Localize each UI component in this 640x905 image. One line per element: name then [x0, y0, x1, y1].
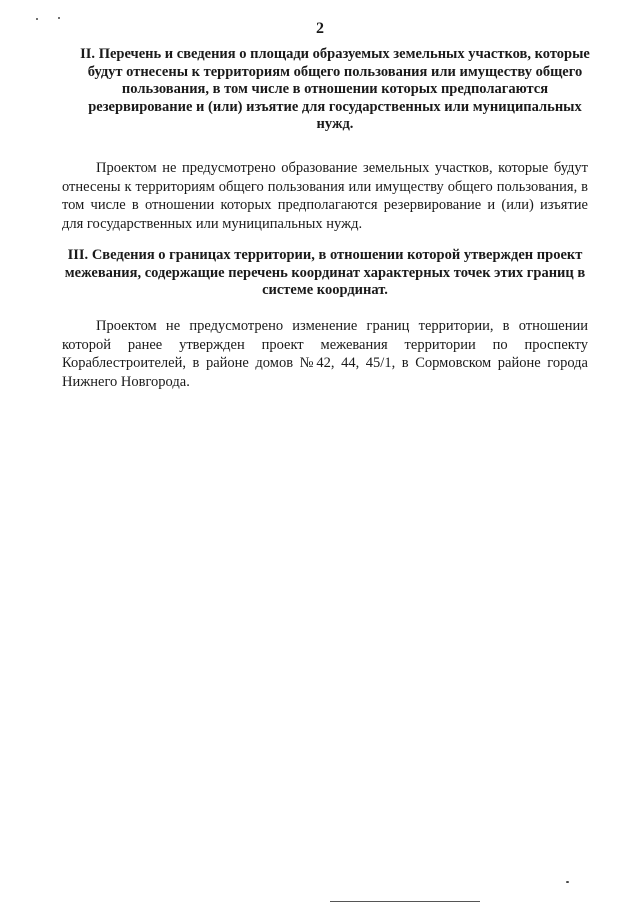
section-2-heading — [80, 46, 590, 134]
section-2-number: II. — [80, 46, 96, 62]
section-3-title: Сведения о границах территории, в отношении которой утвержден проект межевания, содержащие перечень координат характерных точек этих границ в системе координат. — [64, 247, 586, 298]
scan-speck — [566, 881, 569, 883]
page-number: 2 — [316, 20, 324, 37]
section-3-heading — [62, 247, 588, 300]
section-3-number: III. — [67, 247, 89, 263]
scan-speck — [58, 17, 60, 19]
section-2-title: Перечень и сведения о площади образуемых земельных участков, которые будут отнесены к территориям общего пользования или имуществу общего пользования, в том числе в отношении которых предполагаются резервирование и (или) изъятие для государственных или муниципальных нужд. — [87, 46, 590, 132]
section-2-body: Проектом не предусмотрено образование земельных участков, которые будут отнесены к территориям общего пользования или имуществу общего пользования, в том числе в отношении которых предполагаются резервирование и (или) изъятие для государственных или муниципальных нужд. — [62, 160, 588, 232]
section-3-body: Проектом не предусмотрено изменение границ территории, в отношении которой ранее утвержден проект межевания территории по проспекту Кораблестроителей, в районе домов №42, 44, 45/1, в Сормовском районе города Нижнего Новгорода. — [62, 318, 588, 390]
bottom-scan-line — [330, 901, 480, 902]
